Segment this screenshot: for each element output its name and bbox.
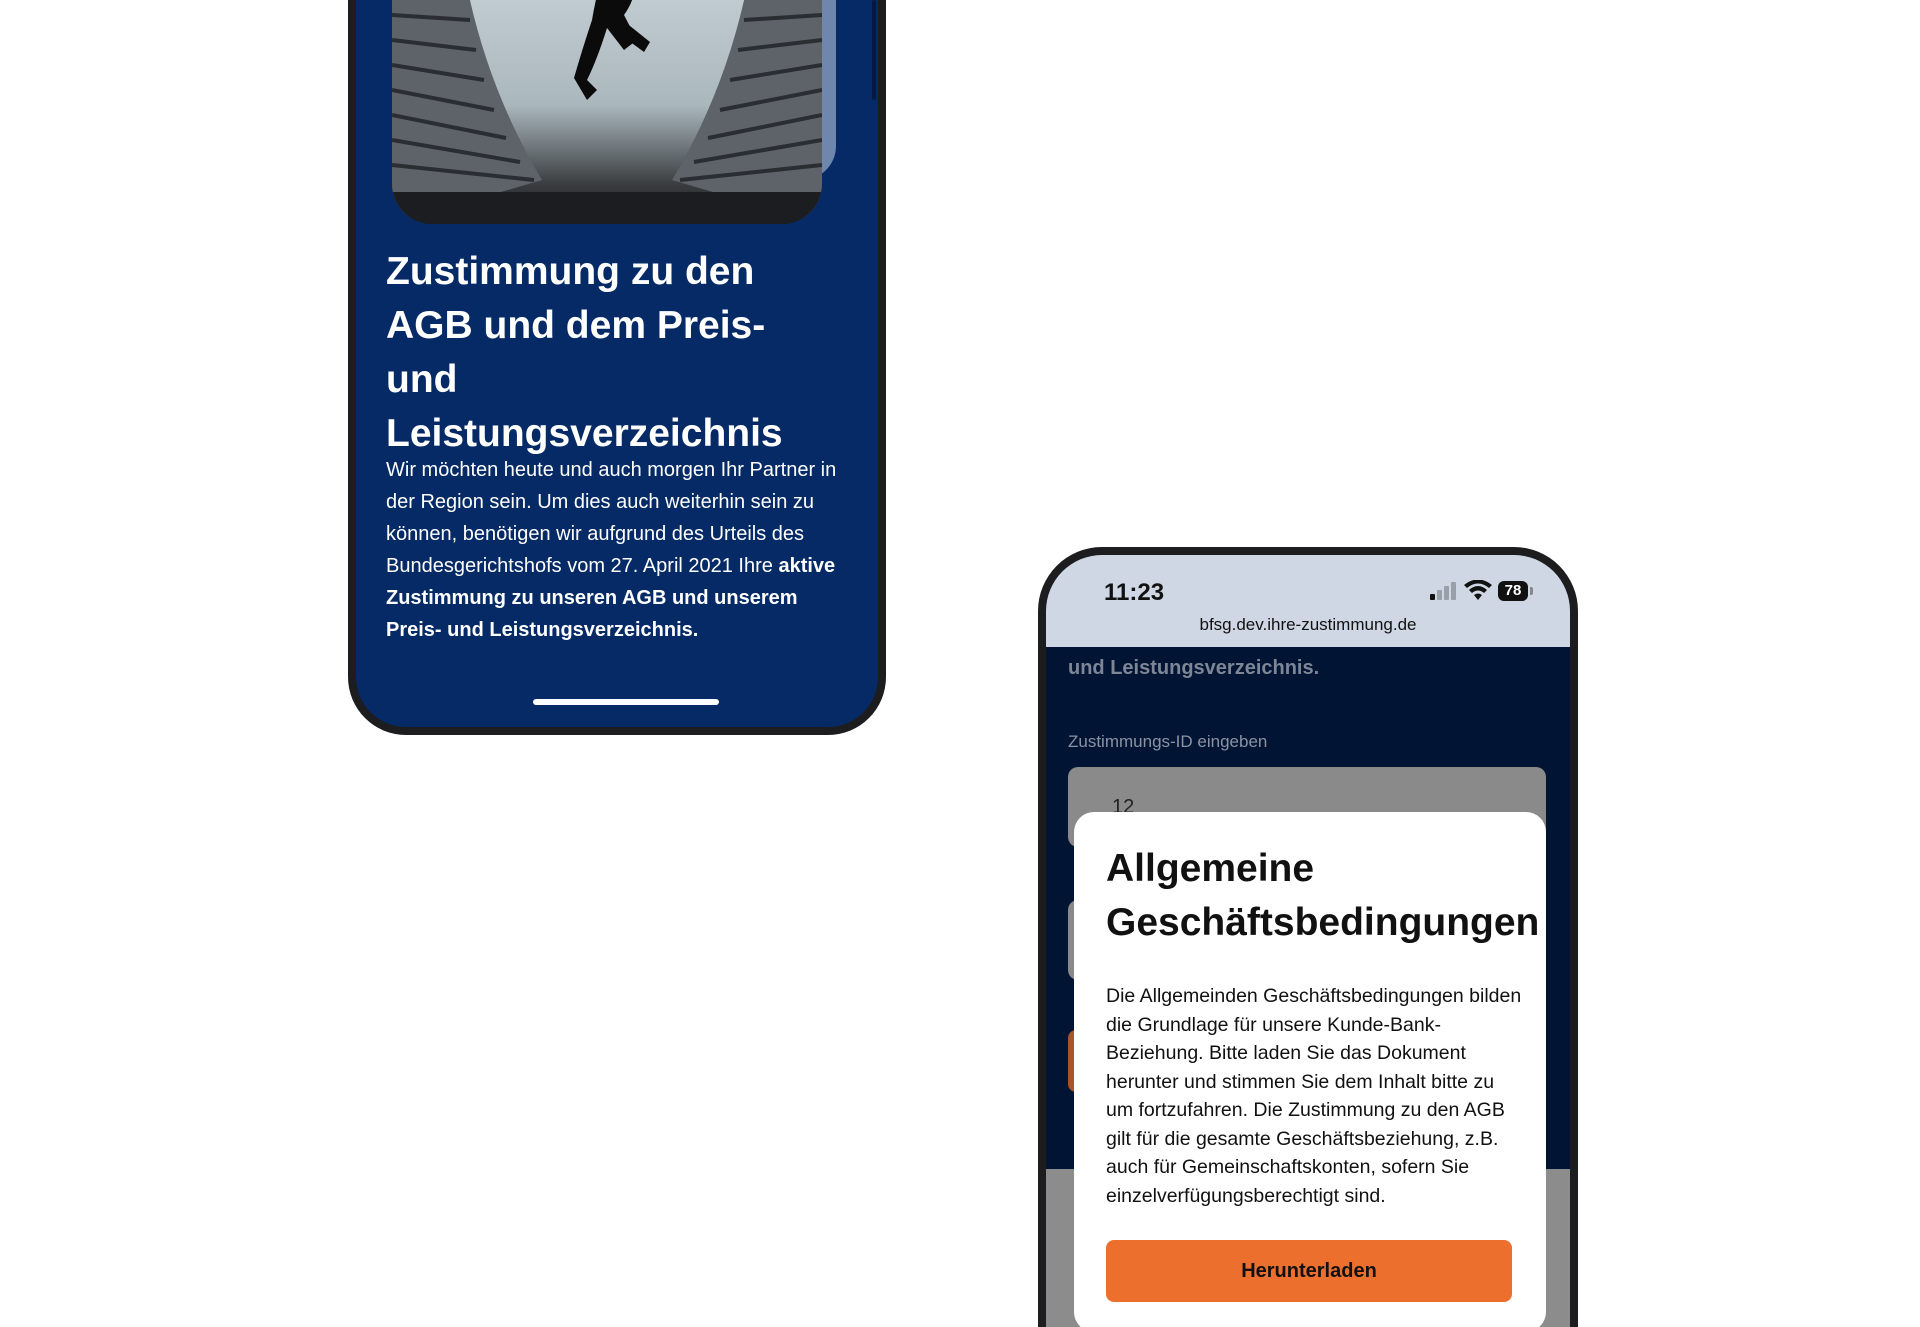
status-bar — [1046, 555, 1570, 647]
id-field-label: Zustimmungs-ID eingeben — [1068, 732, 1268, 751]
home-indicator[interactable] — [533, 699, 719, 705]
phone-screen-left — [356, 0, 878, 727]
modal-title: Allgemeine Geschäftsbedingungen — [1106, 847, 1540, 944]
signal-icon — [1430, 582, 1458, 600]
scroll-indicator — [872, 0, 876, 100]
status-time: 11:23 — [1104, 579, 1165, 606]
battery-cap — [1530, 587, 1533, 595]
phone-frame-left — [348, 0, 886, 735]
modal-text: Die Allgemeinden Geschäftsbedingungen bilden die Grundlage für unsere Kunde-Bank-Beziehung. Bitte laden Sie das Dokument herunter und stimmen Sie dem Inhalt bitte zu um fortzufahren. Die Zustimmung zu den AGB gilt für die gesamte Geschäftsbeziehung, z.B. auch für Gemeinschaftskonten, sofern Sie einzelverfügungsberechtigt sind. — [1106, 985, 1522, 1207]
download-button[interactable]: Herunterladen — [1106, 1240, 1512, 1302]
agb-modal-sheet — [1074, 812, 1546, 1327]
intro-text: Wir möchten heute und auch morgen Ihr Partner in der Region sein. Um dies auch weiterhin sein zu können, benötigen wir aufgrund des Urteils des Bundesgerichtshofs vom 27. April 2021 Ihre — [386, 459, 837, 577]
url-bar[interactable]: bfsg.dev.ihre-zustimmung.de — [1199, 615, 1417, 634]
page-title: Zustimmung zu den AGB und dem Preis- und Leistungsverzeichnis — [386, 250, 783, 455]
hero-image — [392, 0, 822, 224]
background-text: und Leistungsverzeichnis. — [1068, 657, 1320, 679]
intro-paragraph — [386, 454, 854, 646]
phone-frame-right — [1038, 547, 1578, 1327]
wifi-icon — [1464, 580, 1492, 602]
battery-icon: 78 — [1498, 581, 1528, 601]
intro-bold-text: aktive Zustimmung zu unseren AGB und unserem Preis- und Leistungsverzeichnis. — [386, 555, 836, 641]
phone-screen-right — [1046, 555, 1570, 1327]
